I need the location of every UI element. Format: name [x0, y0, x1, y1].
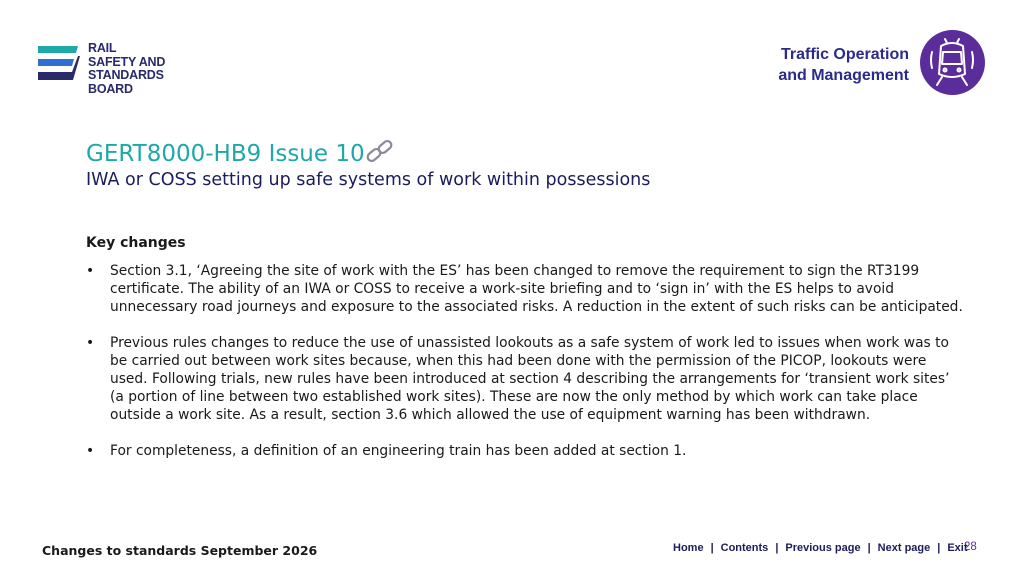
category-line-1: Traffic Operation	[780, 46, 909, 63]
train-front-icon	[920, 30, 985, 95]
nav-separator: |	[710, 542, 714, 554]
nav-previous-link[interactable]: Previous page	[785, 542, 861, 554]
bullet-glyph: •	[86, 335, 95, 351]
key-changes-list	[86, 262, 966, 478]
page-number: 28	[964, 541, 977, 553]
nav-separator: |	[867, 542, 871, 554]
rssb-logo	[38, 42, 173, 100]
nav-home-link[interactable]: Home	[673, 542, 704, 554]
logo-line: STANDARDS	[88, 68, 164, 82]
list-item-text: For completeness, a definition of an engineering train has been added at section 1.	[110, 443, 687, 459]
nav-separator: |	[775, 542, 779, 554]
list-item	[86, 334, 966, 424]
link-icon[interactable]	[364, 138, 396, 168]
nav-next-link[interactable]: Next page	[877, 542, 931, 554]
list-item-text: Previous rules changes to reduce the use of unassisted lookouts as a safe system of work led to issues when work was to be carried out between work sites because, when this had been done with the permission of the PICOP, lookouts were used. Following trials, new rules have been introduced at section 4 describing the arrangements for ‘transient work sites’ (a portion of line between two established work sites). These are now the only method by which work can take place outside a work site. As a result, section 3.6 which allowed the use of equipment warning has been withdrawn.	[110, 335, 950, 423]
nav-exit-link[interactable]: Exit	[947, 542, 968, 554]
footer-navigation	[673, 542, 968, 554]
bullet-glyph: •	[86, 263, 95, 279]
nav-contents-link[interactable]: Contents	[720, 542, 769, 554]
logo-line: BOARD	[88, 81, 133, 96]
page-title: GERT8000-HB9 Issue 10	[86, 141, 365, 167]
list-item	[86, 442, 966, 460]
category-line-2: and Management	[778, 67, 909, 84]
section-heading: Key changes	[86, 235, 186, 251]
bullet-glyph: •	[86, 443, 95, 459]
logo-line: RAIL	[88, 41, 117, 55]
list-item-text: Section 3.1, ‘Agreeing the site of work with the ES’ has been changed to remove the requirement to sign the RT3199 certificate. The ability of an IWA or COSS to receive a work-site briefing and to ‘sign in’ with the ES helps to avoid unnecessary road journeys and exposure to the associated risks. A reduction in the extent of such risks can be anticipated.	[110, 263, 963, 315]
category-label	[778, 44, 909, 86]
list-item	[86, 262, 966, 316]
rssb-logo-text	[88, 42, 165, 96]
logo-line: SAFETY AND	[88, 54, 166, 69]
rssb-logo-mark	[38, 44, 80, 84]
footer-publication: Changes to standards September 2026	[42, 543, 318, 558]
page-subtitle: IWA or COSS setting up safe systems of work within possessions	[86, 170, 651, 190]
nav-separator: |	[937, 542, 941, 554]
